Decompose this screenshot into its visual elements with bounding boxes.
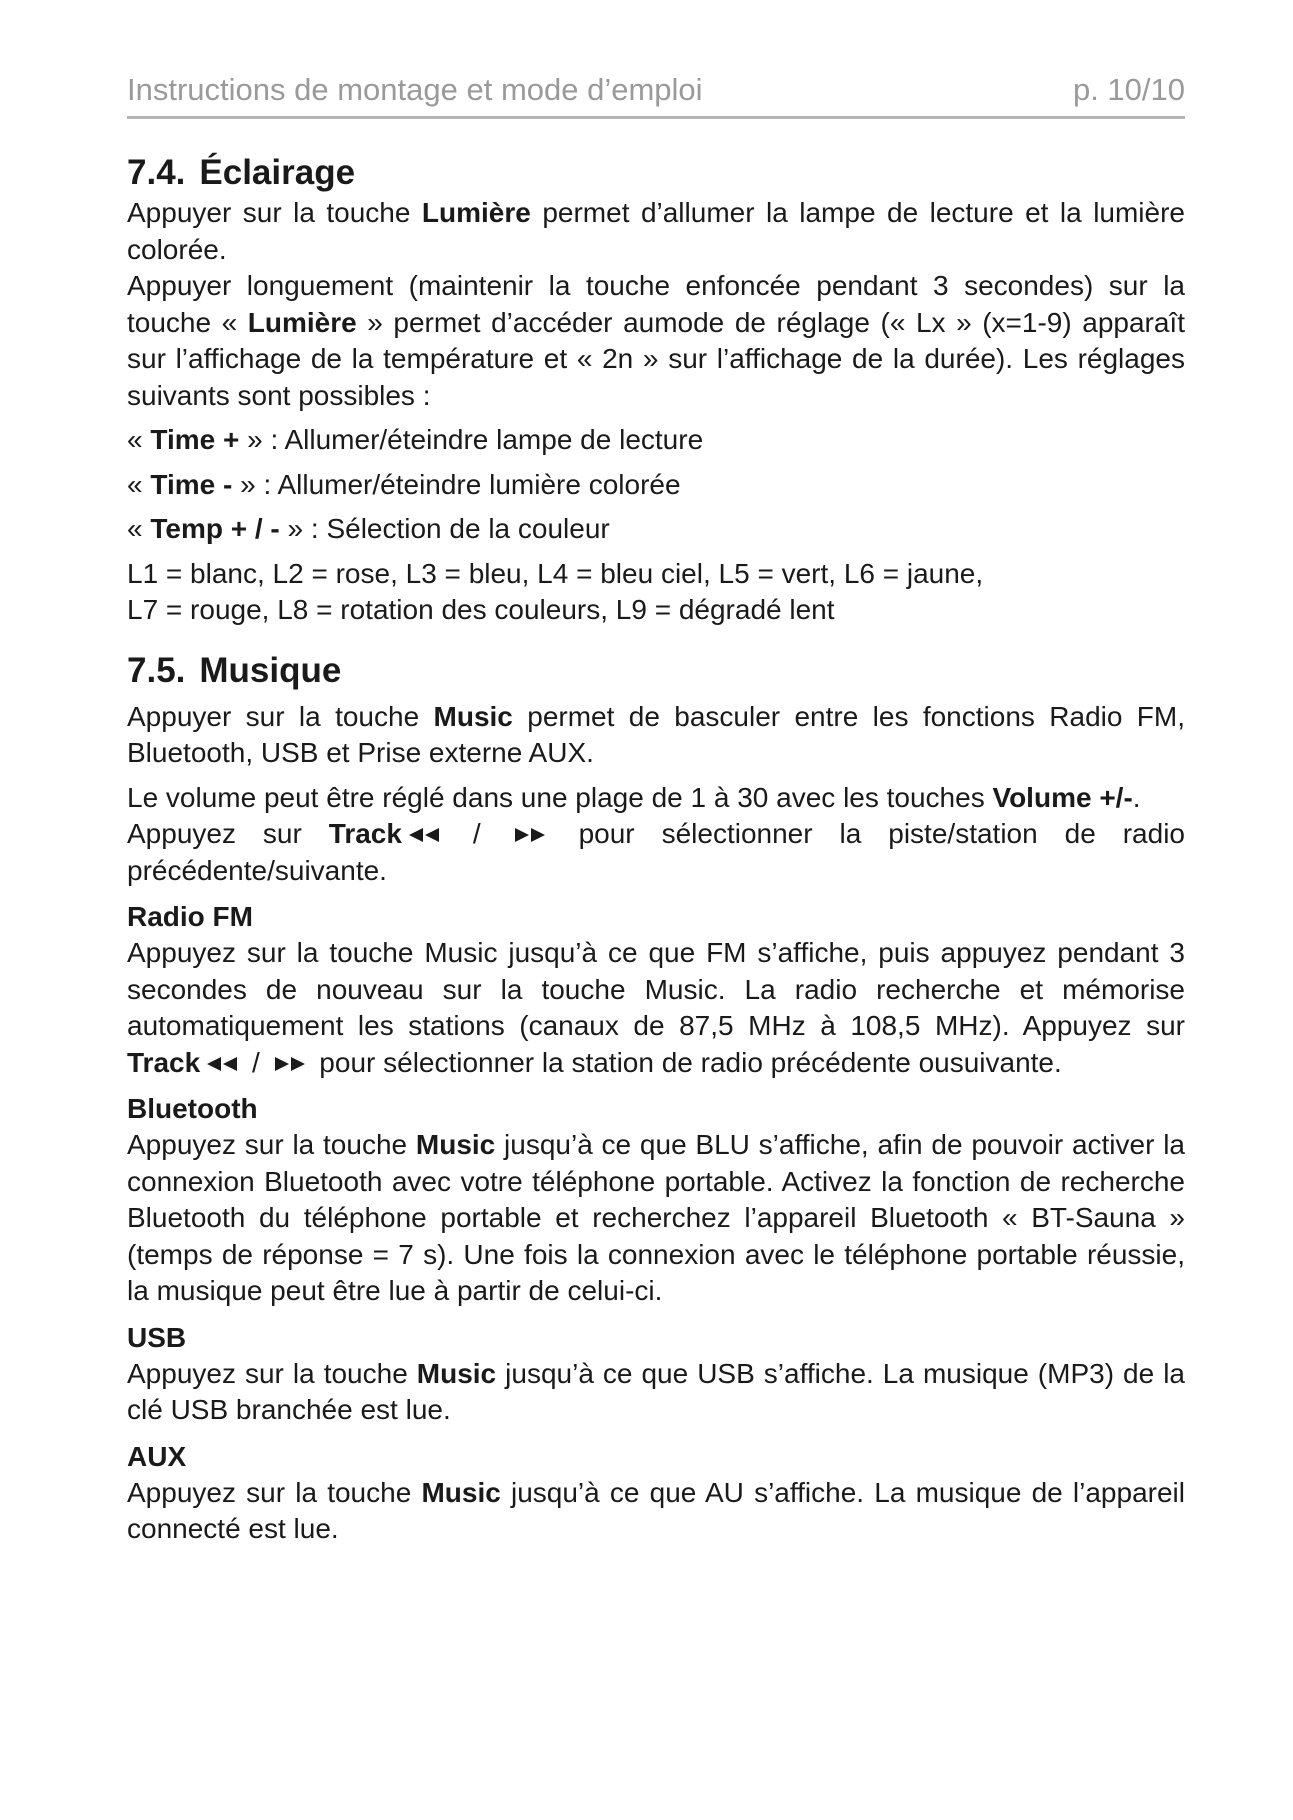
subheading-bluetooth: Bluetooth: [127, 1093, 258, 1124]
setting-time-plus: « Time + » : Allumer/éteindre lampe de lecture: [127, 424, 704, 455]
key-music: Music: [433, 700, 513, 732]
subheading-usb: USB: [127, 1321, 187, 1353]
subheading-radio-fm: Radio FM: [127, 901, 253, 932]
key-music: Music: [415, 1129, 496, 1160]
setting-time-minus: « Time - » : Allumer/éteindre lumière colorée: [127, 468, 681, 500]
section-heading-eclairage: [127, 151, 1185, 195]
section-heading-musique: [127, 649, 1185, 693]
color-list-line-2: L7 = rouge, L8 = rotation des couleurs, L9 = dégradé lent: [127, 594, 835, 625]
page-header: [127, 70, 1185, 119]
key-lumiere: Lumière: [421, 197, 531, 228]
fast-forward-icon: [512, 826, 548, 844]
section-title: Musique: [199, 650, 342, 690]
section-number: 7.5.: [127, 650, 186, 690]
rewind-icon: [406, 826, 442, 844]
paragraph-lumiere: Appuyer sur la touche Lumière permet d’allumer la lampe de lecture et la lumière colorée.: [127, 197, 1185, 265]
paragraph-volume: Le volume peut être réglé dans une plage de 1 à 30 avec les touches Volume +/-.: [127, 781, 1141, 813]
document-page: [127, 70, 1185, 1548]
subheading-aux: AUX: [127, 1440, 187, 1472]
paragraph-radio-fm: Appuyez sur la touche Music jusqu’à ce que FM s’affiche, puis appuyez pendant 3 secondes de nouveau sur la touche Music. La radio recherche et mémorise automatiquement les stations (canaux de 87,5 MHz à 108,5 MHz). Appuyez sur Track / pour sélectionner la station de radio précédente ousuivante.: [127, 937, 1185, 1078]
document-title: Instructions de montage et mode d’emploi: [127, 72, 703, 107]
key-track: Track: [328, 818, 402, 849]
key-lumiere: Lumière: [247, 306, 357, 338]
key-music: Music: [421, 1476, 501, 1508]
key-volume: Volume +/-: [992, 781, 1133, 813]
setting-temp: « Temp + / - » : Sélection de la couleur: [127, 513, 610, 544]
section-title: Éclairage: [199, 153, 356, 192]
key-track: Track: [127, 1046, 201, 1078]
paragraph-track: Appuyez sur Track / pour sélectionner la piste/station de radio précédente/suivante.: [127, 818, 1185, 886]
color-list-line-1: L1 = blanc, L2 = rose, L3 = bleu, L4 = bleu ciel, L5 = vert, L6 = jaune,: [127, 557, 984, 589]
section-number: 7.4.: [127, 153, 186, 192]
page-number: p. 10/10: [1072, 72, 1185, 107]
paragraph-usb: Appuyez sur la touche Music jusqu’à ce que USB s’affiche. La musique (MP3) de la clé USB branchée est lue.: [127, 1357, 1185, 1425]
rewind-icon: [204, 1055, 240, 1073]
fast-forward-icon: [272, 1055, 308, 1073]
paragraph-music: Appuyer sur la touche Music permet de basculer entre les fonctions Radio FM, Bluetooth, USB et Prise externe AUX.: [127, 700, 1186, 768]
paragraph-bluetooth: Appuyez sur la touche Music jusqu’à ce que BLU s’affiche, afin de pouvoir activer la connexion Bluetooth avec votre téléphone portable. Activez la fonction de recherche Bluetooth du téléphone portable et recherchez l’appareil Bluetooth « BT-Sauna » (temps de réponse = 7 s). Une fois la connexion avec le téléphone portable réussie, la musique peut être lue à partir de celui-ci.: [127, 1129, 1186, 1306]
key-music: Music: [416, 1357, 497, 1389]
paragraph-aux: Appuyez sur la touche Music jusqu’à ce que AU s’affiche. La musique de l’appareil connecté est lue.: [127, 1476, 1185, 1544]
paragraph-reglage: Appuyer longuement (maintenir la touche enfoncée pendant 3 secondes) sur la touche « Lumière » permet d’accéder aumode de réglage (« Lx » (x=1-9) apparaît sur l’affichage de la température et « 2n » sur l’affichage de la durée). Les réglages suivants sont possibles :: [127, 270, 1185, 411]
